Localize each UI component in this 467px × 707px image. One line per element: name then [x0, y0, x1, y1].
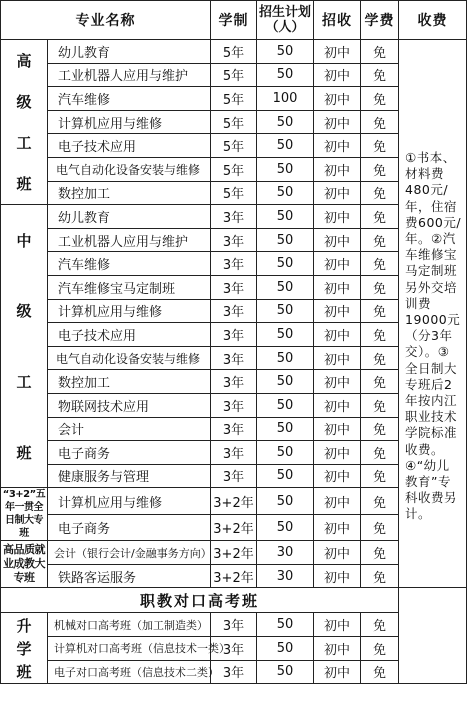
tuition: 免: [361, 40, 399, 64]
duration: 5年: [211, 157, 257, 181]
duration: 3年: [211, 323, 257, 347]
duration: 5年: [211, 87, 257, 111]
header-duration: 学制: [211, 1, 257, 40]
major-name: 会计: [48, 417, 211, 441]
tuition: 免: [361, 157, 399, 181]
major-name: 幼儿教育: [48, 205, 211, 229]
tuition: 免: [361, 393, 399, 417]
tuition: 免: [361, 514, 399, 541]
tuition: 免: [361, 63, 399, 87]
duration: 3年: [211, 252, 257, 276]
recruit-level: 初中: [314, 252, 361, 276]
tuition: 免: [361, 205, 399, 229]
enroll-count: 50: [257, 157, 314, 181]
tuition: 免: [361, 464, 399, 488]
duration: 3+2年: [211, 541, 257, 565]
table-row: [1, 564, 467, 588]
recruit-level: 初中: [314, 564, 361, 588]
duration: 3年: [211, 393, 257, 417]
recruit-level: 初中: [314, 613, 361, 637]
table-row: [1, 181, 467, 205]
tuition: 免: [361, 181, 399, 205]
recruit-level: 初中: [314, 323, 361, 347]
enroll-count: 50: [257, 323, 314, 347]
major-name: 电子技术应用: [48, 323, 211, 347]
duration: 3年: [211, 346, 257, 370]
recruit-level: 初中: [314, 441, 361, 465]
table-row: [1, 613, 467, 637]
duration: 3年: [211, 417, 257, 441]
group-label-vertical: [1, 613, 47, 683]
duration: 3年: [211, 637, 257, 661]
table-row: [1, 464, 467, 488]
table-row: [1, 40, 467, 64]
enroll-count: 50: [257, 63, 314, 87]
recruit-level: 初中: [314, 660, 361, 684]
major-name: 电气自动化设备安装与维修: [48, 157, 211, 181]
group-label: [1, 205, 48, 488]
recruit-level: 初中: [314, 514, 361, 541]
header-tuition: 学费: [361, 1, 399, 40]
duration: 3年: [211, 299, 257, 323]
table-row: [1, 252, 467, 276]
recruit-level: 初中: [314, 299, 361, 323]
table-row: [1, 370, 467, 394]
duration: 3年: [211, 370, 257, 394]
tuition: 免: [361, 613, 399, 637]
table-header: [1, 1, 467, 40]
tuition: 免: [361, 275, 399, 299]
recruit-level: 初中: [314, 40, 361, 64]
tuition: 免: [361, 252, 399, 276]
duration: 3年: [211, 275, 257, 299]
recruit-level: 初中: [314, 87, 361, 111]
major-name: 铁路客运服务: [48, 564, 211, 588]
duration: 3+2年: [211, 564, 257, 588]
duration: 5年: [211, 134, 257, 158]
enroll-count: 50: [257, 205, 314, 229]
table-row: [1, 63, 467, 87]
tuition: 免: [361, 441, 399, 465]
group-label-char: 班: [16, 443, 32, 462]
table-row: [1, 228, 467, 252]
group-label-char: 高: [16, 52, 32, 71]
group-label-char: 工: [16, 372, 32, 391]
table-row: [1, 393, 467, 417]
group-label-char: 中: [16, 231, 32, 250]
table-row: [1, 488, 467, 515]
major-name: 工业机器人应用与维护: [48, 228, 211, 252]
group-label: [1, 613, 48, 684]
enroll-count: 50: [257, 275, 314, 299]
major-name: 电气自动化设备安装与维修: [48, 346, 211, 370]
enroll-count: 50: [257, 134, 314, 158]
header-enroll: 招生计划（人）: [257, 1, 314, 40]
recruit-level: 初中: [314, 275, 361, 299]
section-row: [1, 588, 467, 613]
recruit-level: 初中: [314, 346, 361, 370]
fee-note: ①书本、材料费480元/年，住宿费600元/年。②汽车维修宝马定制班另外交培训费19000元（分3年交）。③全日制大专班后2年按内江职业技术学院标准收费。④“幼儿教育”专科收费另计。: [399, 40, 467, 588]
table-row: [1, 299, 467, 323]
enroll-count: 50: [257, 40, 314, 64]
recruit-level: 初中: [314, 181, 361, 205]
enroll-count: 50: [257, 417, 314, 441]
tuition: 免: [361, 370, 399, 394]
tuition: 免: [361, 228, 399, 252]
table-row: [1, 157, 467, 181]
major-name: 电子商务: [48, 441, 211, 465]
table-row: [1, 87, 467, 111]
enroll-count: 50: [257, 660, 314, 684]
major-name: 汽车维修: [48, 87, 211, 111]
recruit-level: 初中: [314, 157, 361, 181]
major-name: 数控加工: [48, 181, 211, 205]
enroll-count: 50: [257, 464, 314, 488]
tuition: 免: [361, 346, 399, 370]
tuition: 免: [361, 637, 399, 661]
recruit-level: 初中: [314, 637, 361, 661]
group-label: 高品质就业成教大专班: [1, 541, 48, 588]
major-name: 汽车维修宝马定制班: [48, 275, 211, 299]
header-major: 专业名称: [1, 1, 211, 40]
major-name: 数控加工: [48, 370, 211, 394]
duration: 3年: [211, 613, 257, 637]
tuition: 免: [361, 323, 399, 347]
major-name: 汽车维修: [48, 252, 211, 276]
group-label-char: 升: [16, 616, 32, 635]
major-name: 工业机器人应用与维护: [48, 63, 211, 87]
major-name: 电子商务: [48, 514, 211, 541]
recruit-level: 初中: [314, 205, 361, 229]
header-recruit: 招收: [314, 1, 361, 40]
major-name: 计算机应用与维修: [48, 299, 211, 323]
major-name: 电子对口高考班（信息技术二类）: [48, 660, 211, 684]
table-row: [1, 346, 467, 370]
group-label-char: 班: [16, 663, 32, 682]
fee-blank: [399, 588, 467, 684]
enroll-count: 30: [257, 541, 314, 565]
tuition: 免: [361, 541, 399, 565]
tuition: 免: [361, 488, 399, 515]
recruit-level: 初中: [314, 110, 361, 134]
enroll-count: 50: [257, 299, 314, 323]
tuition: 免: [361, 87, 399, 111]
recruit-level: 初中: [314, 417, 361, 441]
table-row: [1, 660, 467, 684]
table-body: [1, 40, 467, 684]
duration: 3年: [211, 464, 257, 488]
table-row: [1, 134, 467, 158]
enroll-count: 50: [257, 252, 314, 276]
enroll-count: 50: [257, 514, 314, 541]
table-row: [1, 417, 467, 441]
group-label-char: 级: [16, 302, 32, 321]
major-name: 计算机应用与维修: [48, 488, 211, 515]
recruit-level: 初中: [314, 370, 361, 394]
tuition: 免: [361, 134, 399, 158]
table-row: [1, 514, 467, 541]
tuition: 免: [361, 110, 399, 134]
enroll-count: 50: [257, 488, 314, 515]
duration: 5年: [211, 110, 257, 134]
recruit-level: 初中: [314, 63, 361, 87]
duration: 3年: [211, 441, 257, 465]
table-row: [1, 110, 467, 134]
group-label-char: 班: [16, 175, 32, 194]
table-row: [1, 541, 467, 565]
group-label: “3+2”五年一贯全日制大专班: [1, 488, 48, 541]
duration: 3年: [211, 660, 257, 684]
enroll-count: 50: [257, 370, 314, 394]
major-name: 物联网技术应用: [48, 393, 211, 417]
enroll-count: 100: [257, 87, 314, 111]
table-row: [1, 637, 467, 661]
recruit-level: 初中: [314, 488, 361, 515]
table-row: [1, 275, 467, 299]
recruit-level: 初中: [314, 134, 361, 158]
tuition: 免: [361, 660, 399, 684]
duration: 3+2年: [211, 488, 257, 515]
table-row: [1, 205, 467, 229]
duration: 5年: [211, 40, 257, 64]
duration: 5年: [211, 181, 257, 205]
major-name: 会计（银行会计/金融事务方向）: [48, 541, 211, 565]
enroll-count: 30: [257, 564, 314, 588]
group-label-vertical: [1, 40, 47, 204]
table-row: [1, 323, 467, 347]
group-label-char: 级: [16, 93, 32, 112]
duration: 5年: [211, 63, 257, 87]
group-label-char: 学: [16, 639, 32, 658]
header-fee: 收费: [399, 1, 467, 40]
enroll-count: 50: [257, 181, 314, 205]
group-label-vertical: [1, 205, 47, 487]
major-name: 计算机应用与维修: [48, 110, 211, 134]
enroll-count: 50: [257, 441, 314, 465]
enroll-count: 50: [257, 346, 314, 370]
recruit-level: 初中: [314, 228, 361, 252]
major-name: 计算机对口高考班（信息技术一类）: [48, 637, 211, 661]
duration: 3年: [211, 228, 257, 252]
tuition: 免: [361, 299, 399, 323]
major-name: 机械对口高考班（加工制造类）: [48, 613, 211, 637]
table-row: [1, 441, 467, 465]
enroll-count: 50: [257, 110, 314, 134]
major-name: 电子技术应用: [48, 134, 211, 158]
group-label-char: 工: [16, 134, 32, 153]
section-title: 职教对口高考班: [1, 588, 399, 613]
recruit-level: 初中: [314, 541, 361, 565]
enroll-count: 50: [257, 228, 314, 252]
major-name: 幼儿教育: [48, 40, 211, 64]
enroll-count: 50: [257, 637, 314, 661]
enroll-count: 50: [257, 613, 314, 637]
enroll-count: 50: [257, 393, 314, 417]
tuition: 免: [361, 564, 399, 588]
recruit-level: 初中: [314, 393, 361, 417]
duration: 3+2年: [211, 514, 257, 541]
recruit-level: 初中: [314, 464, 361, 488]
tuition: 免: [361, 417, 399, 441]
duration: 3年: [211, 205, 257, 229]
group-label: [1, 40, 48, 205]
major-name: 健康服务与管理: [48, 464, 211, 488]
